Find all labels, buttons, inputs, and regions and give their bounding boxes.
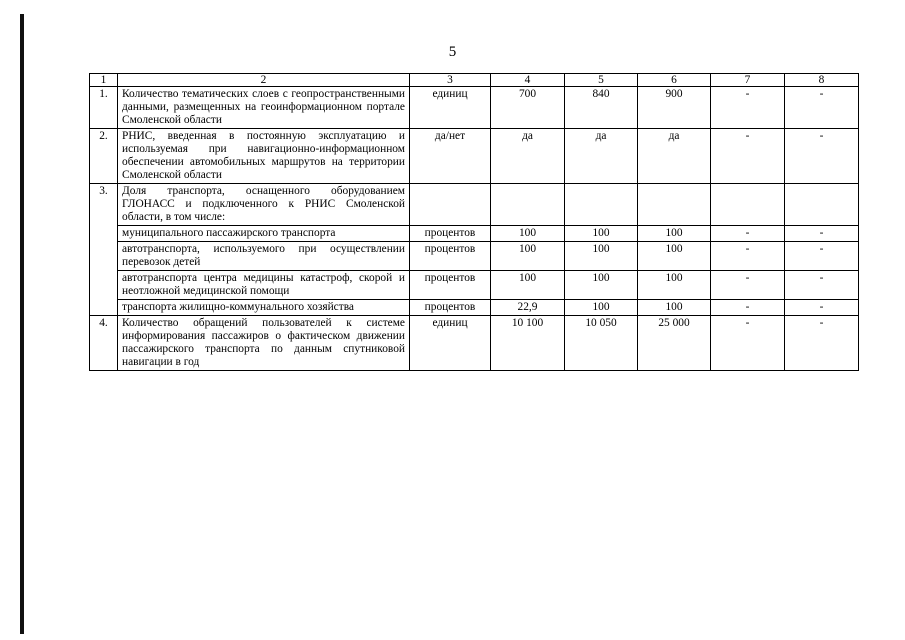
indicator-name: Количество обращений пользователей к системе информирования пассажиров о фактическом движении пассажирского транспорта по данным спутниковой навигации в год [118,316,410,371]
indicator-name: Доля транспорта, оснащенного оборудованием ГЛОНАСС и подключенного к РНИС Смоленской области, в том числе: [118,184,410,226]
indicator-name: Количество тематических слоев с геопространственными данными, размещенных на геоинформационном портале Смоленской области [118,87,410,129]
value-col-4: 22,9 [491,300,565,316]
value-col-5: 100 [565,271,638,300]
value-col-6: да [638,129,711,184]
header-cell-1: 1 [90,74,118,87]
unit-cell: процентов [410,271,491,300]
indicator-name: транспорта жилищно-коммунального хозяйства [118,300,410,316]
value-col-6: 100 [638,271,711,300]
value-col-6 [638,184,711,226]
value-col-8: - [785,271,859,300]
header-cell-3: 3 [410,74,491,87]
value-col-8: - [785,300,859,316]
table-row [90,184,859,226]
value-col-5: 100 [565,242,638,271]
value-col-8: - [785,316,859,371]
header-cell-8: 8 [785,74,859,87]
value-col-8: - [785,129,859,184]
value-col-4 [491,184,565,226]
table-row [90,300,859,316]
row-number: 3. [90,184,118,316]
value-col-5: 840 [565,87,638,129]
value-col-6: 100 [638,226,711,242]
value-col-4: 700 [491,87,565,129]
value-col-6: 900 [638,87,711,129]
value-col-7: - [711,129,785,184]
table-row [90,271,859,300]
value-col-8: - [785,226,859,242]
unit-cell: единиц [410,316,491,371]
row-number: 4. [90,316,118,371]
unit-cell: процентов [410,226,491,242]
table-row [90,87,859,129]
unit-cell [410,184,491,226]
value-col-7: - [711,242,785,271]
header-cell-4: 4 [491,74,565,87]
row-number: 1. [90,87,118,129]
unit-cell: процентов [410,242,491,271]
value-col-4: 100 [491,271,565,300]
value-col-6: 100 [638,300,711,316]
unit-cell: единиц [410,87,491,129]
value-col-5: да [565,129,638,184]
header-cell-2: 2 [118,74,410,87]
table-header-row [90,74,859,87]
value-col-7: - [711,300,785,316]
table-row [90,242,859,271]
value-col-8 [785,184,859,226]
value-col-5: 100 [565,226,638,242]
table-row [90,316,859,371]
table-row [90,226,859,242]
value-col-8: - [785,242,859,271]
value-col-5: 100 [565,300,638,316]
page-number: 5 [448,44,457,60]
header-cell-6: 6 [638,74,711,87]
value-col-5 [565,184,638,226]
header-cell-7: 7 [711,74,785,87]
table-row [90,129,859,184]
value-col-6: 25 000 [638,316,711,371]
value-col-4: да [491,129,565,184]
indicator-name: автотранспорта, используемого при осуществлении перевозок детей [118,242,410,271]
unit-cell: да/нет [410,129,491,184]
value-col-7 [711,184,785,226]
value-col-8: - [785,87,859,129]
value-col-5: 10 050 [565,316,638,371]
page-left-border [20,14,24,634]
header-cell-5: 5 [565,74,638,87]
value-col-6: 100 [638,242,711,271]
value-col-7: - [711,226,785,242]
value-col-7: - [711,316,785,371]
unit-cell: процентов [410,300,491,316]
indicators-table [89,73,859,371]
indicator-name: автотранспорта центра медицины катастроф, скорой и неотложной медицинской помощи [118,271,410,300]
value-col-4: 10 100 [491,316,565,371]
row-number: 2. [90,129,118,184]
value-col-7: - [711,87,785,129]
indicator-name: РНИС, введенная в постоянную эксплуатацию и используемая при навигационно-информационном обеспечении автомобильных маршрутов на территории Смоленской области [118,129,410,184]
indicator-name: муниципального пассажирского транспорта [118,226,410,242]
value-col-4: 100 [491,242,565,271]
value-col-7: - [711,271,785,300]
value-col-4: 100 [491,226,565,242]
